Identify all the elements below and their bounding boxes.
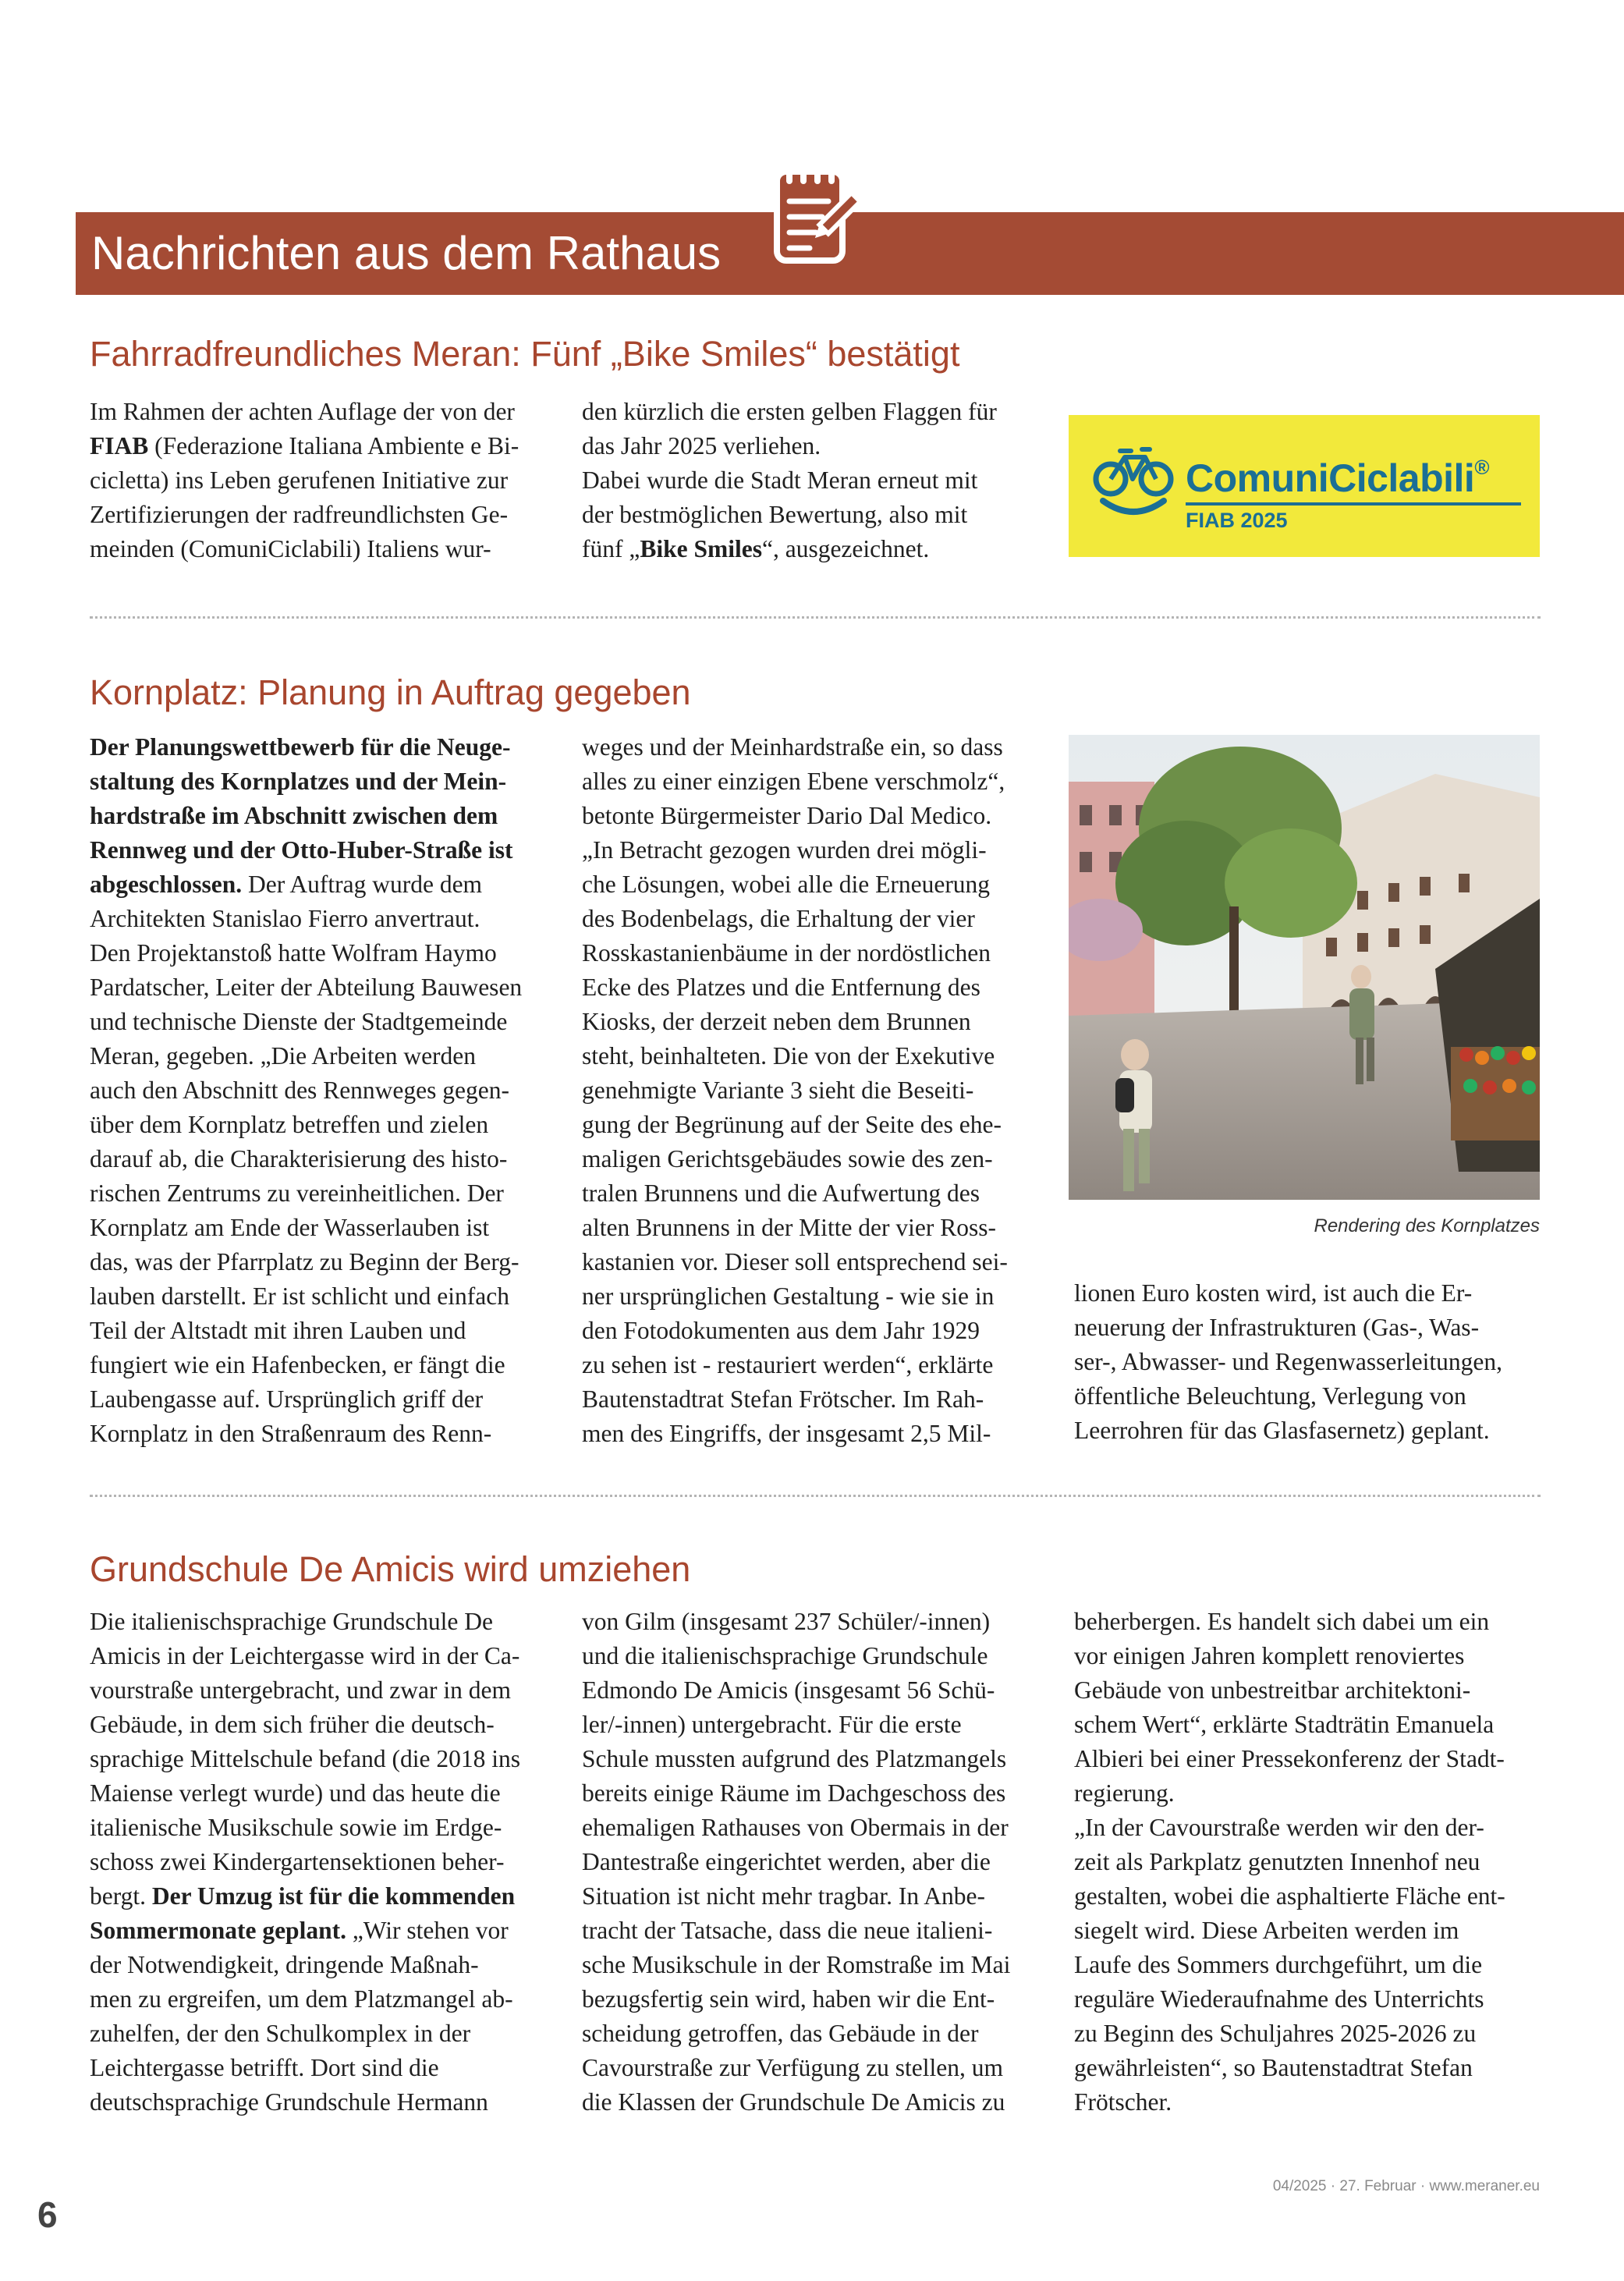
text-run: Cavourstraße zur Verfügung zu stellen, um	[582, 2054, 1004, 2081]
text-run: schem Wert“, erklärte Stadträtin Emanuela	[1074, 1711, 1495, 1738]
text-run: lauben darstellt. Er ist schlicht und einfach	[90, 1282, 509, 1310]
text-line	[1074, 1776, 1542, 1811]
text-line	[1074, 2051, 1542, 2085]
text-line	[582, 1142, 1050, 1176]
text-run: Schule mussten aufgrund des Platzmangels	[582, 1745, 1007, 1772]
text-line	[1074, 1311, 1542, 1345]
text-run: Laufe des Sommers durchgeführt, um die	[1074, 1951, 1483, 1978]
text-line	[582, 463, 1050, 498]
text-line	[90, 799, 558, 833]
bold-text: Bike Smiles	[640, 535, 762, 562]
text-line	[582, 1982, 1050, 2017]
text-line	[1074, 1914, 1542, 1948]
footer-meta: 04/2025 · 27. Februar · www.meraner.eu	[1272, 2178, 1540, 2194]
text-line	[582, 936, 1050, 970]
text-run: das, was der Pfarrplatz zu Beginn der Berg-	[90, 1248, 519, 1275]
text-run: maligen Gerichtsgebäudes sowie des zen-	[582, 1145, 993, 1172]
bold-text: FIAB	[90, 432, 149, 459]
text-run: men des Eingriffs, der insgesamt 2,5 Mil-	[582, 1420, 991, 1447]
text-run: beherbergen. Es handelt sich dabei um ein	[1074, 1608, 1490, 1635]
text-run: kastanien vor. Dieser soll entsprechend sei-	[582, 1248, 1008, 1275]
text-run: che Lösungen, wobei alle die Erneuerung	[582, 871, 991, 898]
bold-text: Der Planungswettbewerb für die Neuge-	[90, 733, 511, 761]
text-run: den Fotodokumenten aus dem Jahr 1929	[582, 1317, 980, 1344]
text-line	[582, 1948, 1050, 1982]
text-line	[90, 1211, 558, 1245]
text-run: Kiosks, der derzeit neben dem Brunnen	[582, 1008, 971, 1035]
text-run: darauf ab, die Charakterisierung des histo-	[90, 1145, 508, 1172]
text-line	[90, 1382, 558, 1417]
text-line	[582, 970, 1050, 1005]
text-run: von Gilm (insgesamt 237 Schüler/-innen)	[582, 1608, 991, 1635]
text-line	[582, 1314, 1050, 1348]
text-run: gung der Begrünung auf der Seite des ehe-	[582, 1111, 1002, 1138]
text-line	[582, 1879, 1050, 1914]
text-line	[1074, 1673, 1542, 1708]
text-line	[90, 1639, 558, 1673]
text-run: cicletta) ins Leben gerufenen Initiative zur	[90, 466, 509, 494]
text-line	[90, 764, 558, 799]
text-run: Rosskastanienbäume in der nordöstlichen	[582, 939, 991, 967]
text-run: gestalten, wobei die asphaltierte Fläche ent-	[1074, 1882, 1505, 1910]
text-run: Zertifizierungen der radfreundlichsten Ge-	[90, 501, 509, 528]
text-run: alles zu einer einzigen Ebene verschmolz“,	[582, 768, 1005, 795]
text-run: rischen Zentrums zu vereinheitlichen. Der	[90, 1180, 504, 1207]
text-run: die Klassen der Grundschule De Amicis zu	[582, 2088, 1005, 2116]
text-run: Meran, gegeben. „Die Arbeiten werden	[90, 1042, 477, 1070]
text-line	[90, 1314, 558, 1348]
section-divider	[90, 1495, 1541, 1497]
image-caption: Rendering des Kornplatzes	[1314, 1215, 1540, 1236]
text-run: Im Rahmen der achten Auflage der von der	[90, 398, 515, 425]
text-line	[582, 1417, 1050, 1451]
text-run: ner ursprünglichen Gestaltung - wie sie in	[582, 1282, 995, 1310]
text-run: ser-, Abwasser- und Regenwasserleitungen,	[1074, 1348, 1502, 1375]
text-line	[90, 1245, 558, 1279]
text-line	[90, 1073, 558, 1108]
text-line	[582, 1073, 1050, 1108]
text-run: weges und der Meinhardstraße ein, so dass	[582, 733, 1003, 761]
text-line	[90, 2017, 558, 2051]
text-line	[90, 498, 558, 532]
article2-col3	[1074, 1276, 1542, 1448]
text-run: zu Beginn des Schuljahres 2025-2026 zu	[1074, 2020, 1477, 2047]
text-line	[90, 867, 558, 902]
text-line	[582, 1639, 1050, 1673]
text-run: vourstraße untergebracht, und zwar in dem	[90, 1676, 511, 1704]
text-run: schoss zwei Kindergartensektionen beher-	[90, 1848, 505, 1875]
text-run: fünf „	[582, 535, 640, 562]
article2-headline: Kornplatz: Planung in Auftrag gegeben	[90, 672, 691, 712]
text-run: Gebäude von unbestreitbar architektoni-	[1074, 1676, 1471, 1704]
text-run: Den Projektanstoß hatte Wolfram Haymo	[90, 939, 497, 967]
text-run: Dantestraße eingerichtet werden, aber die	[582, 1848, 991, 1875]
text-line	[90, 1108, 558, 1142]
text-run: italienische Musikschule sowie im Erdge-	[90, 1814, 502, 1841]
text-line	[1074, 1414, 1542, 1448]
text-run: und die italienischsprachige Grundschule	[582, 1642, 988, 1669]
text-line	[582, 532, 1050, 566]
text-run: und technische Dienste der Stadtgemeinde	[90, 1008, 508, 1035]
text-line	[90, 936, 558, 970]
text-run: ehemaligen Rathauses von Obermais in der	[582, 1814, 1009, 1841]
text-run: sprachige Mittelschule befand (die 2018 ins	[90, 1745, 520, 1772]
text-line	[582, 2017, 1050, 2051]
article2-col1	[90, 730, 558, 1451]
text-run: öffentliche Beleuchtung, Verlegung von	[1074, 1382, 1466, 1410]
text-line	[582, 395, 1050, 429]
text-run: gewährleisten“, so Bautenstadtrat Stefan	[1074, 2054, 1473, 2081]
text-line	[1074, 1639, 1542, 1673]
text-run: Gebäude, in dem sich früher die deutsch-	[90, 1711, 495, 1738]
kornplatz-rendering-image	[1069, 735, 1540, 1200]
logo-name: ComuniCiclabili®	[1186, 456, 1489, 500]
text-line	[90, 1039, 558, 1073]
page-number: 6	[37, 2194, 58, 2235]
text-run: neuerung der Infrastrukturen (Gas-, Was-	[1074, 1314, 1480, 1341]
text-line	[1074, 1742, 1542, 1776]
text-run: Bautenstadtrat Stefan Frötscher. Im Rah-	[582, 1385, 984, 1413]
text-line	[1074, 2085, 1542, 2120]
text-run: Amicis in der Leichtergasse wird in der Ca-	[90, 1642, 520, 1669]
bold-text: hardstraße im Abschnitt zwischen dem	[90, 802, 498, 829]
text-line	[582, 833, 1050, 867]
text-run: vor einigen Jahren komplett renoviertes	[1074, 1642, 1465, 1669]
paragraph	[1074, 1605, 1542, 2120]
text-run: scheidung getroffen, das Gebäude in der	[582, 2020, 979, 2047]
text-run: ler/-innen) untergebracht. Für die erste	[582, 1711, 962, 1738]
text-run: tracht der Tatsache, dass die neue italieni-	[582, 1917, 993, 1944]
text-line	[582, 1039, 1050, 1073]
text-run: deutschsprachige Grundschule Hermann	[90, 2088, 488, 2116]
article3-headline: Grundschule De Amicis wird umziehen	[90, 1549, 691, 1589]
text-line	[90, 1673, 558, 1708]
text-line	[90, 1742, 558, 1776]
paragraph	[582, 395, 1050, 566]
text-run: zu sehen ist - restauriert werden“, erklärte	[582, 1351, 994, 1378]
text-line	[90, 1879, 558, 1914]
text-run: „In der Cavourstraße werden wir den der-	[1074, 1814, 1484, 1841]
text-run: tralen Brunnens und die Aufwertung des	[582, 1180, 980, 1207]
article3-col3	[1074, 1605, 1542, 2120]
text-line	[90, 429, 558, 463]
text-line	[582, 2051, 1050, 2085]
text-run: regierung.	[1074, 1779, 1175, 1807]
text-line	[90, 1348, 558, 1382]
text-line	[582, 1845, 1050, 1879]
text-line	[582, 498, 1050, 532]
text-line	[90, 1776, 558, 1811]
text-line	[90, 2051, 558, 2085]
paragraph	[90, 1605, 558, 2120]
text-line	[582, 1211, 1050, 1245]
text-line	[582, 1605, 1050, 1639]
text-line	[90, 1948, 558, 1982]
text-line	[582, 1914, 1050, 1948]
text-run: Die italienischsprachige Grundschule De	[90, 1608, 493, 1635]
text-line	[90, 1417, 558, 1451]
bold-text: abgeschlossen.	[90, 871, 243, 898]
text-run: Architekten Stanislao Fierro anvertraut.	[90, 905, 480, 932]
article1-headline: Fahrradfreundliches Meran: Fünf „Bike Smiles“ bestätigt	[90, 334, 960, 374]
text-line	[582, 1708, 1050, 1742]
paragraph	[582, 730, 1050, 1451]
text-line	[90, 1005, 558, 1039]
text-line	[582, 2085, 1050, 2120]
text-line	[1074, 1605, 1542, 1639]
text-line	[90, 395, 558, 429]
text-run: des Bodenbelags, die Erhaltung der vier	[582, 905, 975, 932]
paragraph	[1074, 1276, 1542, 1448]
text-run: Pardatscher, Leiter der Abteilung Bauwesen	[90, 974, 523, 1001]
text-line	[90, 1811, 558, 1845]
text-line	[90, 1176, 558, 1211]
text-line	[582, 1811, 1050, 1845]
text-line	[1074, 1379, 1542, 1414]
text-run: men zu ergreifen, um dem Platzmangel ab-	[90, 1985, 513, 2013]
text-run: (Federazione Italiana Ambiente e Bi-	[148, 432, 519, 459]
text-line	[1074, 1345, 1542, 1379]
text-run: Leerrohren für das Glasfasernetz) geplant.	[1074, 1417, 1490, 1444]
text-line	[1074, 1879, 1542, 1914]
article3-col1	[90, 1605, 558, 2120]
text-run: „In Betracht gezogen wurden drei mögli-	[582, 836, 987, 864]
text-run: Leichtergasse betrifft. Dort sind die	[90, 2054, 439, 2081]
text-run: bezugsfertig sein wird, haben wir die Ent-	[582, 1985, 995, 2013]
text-run: Frötscher.	[1074, 2088, 1172, 2116]
logo-underline	[1186, 502, 1521, 506]
text-line	[90, 1142, 558, 1176]
text-run: zuhelfen, der den Schulkomplex in der	[90, 2020, 471, 2047]
text-line	[1074, 1982, 1542, 2017]
notepad-pencil-icon	[766, 158, 867, 275]
logo-subtitle: FIAB 2025	[1186, 509, 1288, 532]
text-line	[90, 532, 558, 566]
section-title: Nachrichten aus dem Rathaus	[91, 227, 722, 279]
text-line	[1074, 1948, 1542, 1982]
text-line	[582, 1279, 1050, 1314]
text-run: zeit als Parkplatz genutzten Innenhof neu	[1074, 1848, 1480, 1875]
text-line	[90, 833, 558, 867]
text-run: siegelt wird. Diese Arbeiten werden im	[1074, 1917, 1459, 1944]
text-run: genehmigte Variante 3 sieht die Beseiti-	[582, 1077, 974, 1104]
text-run: Kornplatz am Ende der Wasserlauben ist	[90, 1214, 490, 1241]
text-run: fungiert wie ein Hafenbecken, er fängt die	[90, 1351, 505, 1378]
text-line	[582, 429, 1050, 463]
text-run: Situation ist nicht mehr tragbar. In Anbe-	[582, 1882, 986, 1910]
bold-text: staltung des Kornplatzes und der Mein-	[90, 768, 507, 795]
comuniciclabili-logo	[1069, 415, 1540, 557]
text-run: Edmondo De Amicis (insgesamt 56 Schü-	[582, 1676, 995, 1704]
text-line	[90, 2085, 558, 2120]
text-line	[90, 970, 558, 1005]
text-run: der bestmöglichen Bewertung, also mit	[582, 501, 968, 528]
text-line	[1074, 1276, 1542, 1311]
text-run: Maiense verlegt wurde) und das heute die	[90, 1779, 501, 1807]
text-line	[582, 867, 1050, 902]
text-run: Albieri bei einer Pressekonferenz der Stadt-	[1074, 1745, 1505, 1772]
text-line	[90, 730, 558, 764]
text-run: alten Brunnens in der Mitte der vier Ross-	[582, 1214, 997, 1241]
text-run: sche Musikschule in der Romstraße im Mai	[582, 1951, 1011, 1978]
text-line	[582, 1245, 1050, 1279]
text-run: reguläre Wiederaufnahme des Unterrichts	[1074, 1985, 1484, 2013]
text-run: bergt.	[90, 1882, 152, 1910]
bike-smile-icon	[1090, 438, 1176, 524]
text-run: lionen Euro kosten wird, ist auch die Er-	[1074, 1279, 1473, 1307]
text-line	[582, 1176, 1050, 1211]
article1-col2	[582, 395, 1050, 566]
text-line	[582, 799, 1050, 833]
text-line	[90, 1605, 558, 1639]
text-line	[90, 1845, 558, 1879]
article3-col2	[582, 1605, 1050, 2120]
section-divider	[90, 616, 1541, 619]
paragraph	[90, 395, 558, 566]
article1-col1	[90, 395, 558, 566]
text-run: Ecke des Platzes und die Entfernung des	[582, 974, 980, 1001]
text-line	[582, 1108, 1050, 1142]
text-line	[1074, 2017, 1542, 2051]
text-run: meinden (ComuniCiclabili) Italiens wur-	[90, 535, 491, 562]
bold-text: Der Umzug ist für die kommenden	[151, 1882, 516, 1910]
text-run: steht, beinhalteten. Die von der Exekutive	[582, 1042, 995, 1070]
text-line	[582, 730, 1050, 764]
text-run: Kornplatz in den Straßenraum des Renn-	[90, 1420, 492, 1447]
paragraph	[90, 730, 558, 1451]
text-line	[582, 1742, 1050, 1776]
text-run: “, ausgezeichnet.	[761, 535, 930, 562]
text-line	[90, 902, 558, 936]
text-run: Laubengasse auf. Ursprünglich griff der	[90, 1385, 484, 1413]
text-line	[582, 1673, 1050, 1708]
text-run: „Wir stehen vor	[346, 1917, 509, 1944]
text-line	[90, 463, 558, 498]
text-run: bereits einige Räume im Dachgeschoss des	[582, 1779, 1006, 1807]
text-run: den kürzlich die ersten gelben Flaggen für	[582, 398, 997, 425]
text-line	[1074, 1845, 1542, 1879]
text-line	[582, 902, 1050, 936]
bold-text: Sommermonate geplant.	[90, 1917, 346, 1944]
text-run: über dem Kornplatz betreffen und zielen	[90, 1111, 489, 1138]
text-line	[1074, 1811, 1542, 1845]
text-line	[582, 1348, 1050, 1382]
text-run: betonte Bürgermeister Dario Dal Medico.	[582, 802, 992, 829]
paragraph	[582, 1605, 1050, 2120]
text-line	[582, 1382, 1050, 1417]
text-run: der Notwendigkeit, dringende Maßnah-	[90, 1951, 479, 1978]
text-run: auch den Abschnitt des Rennweges gegen-	[90, 1077, 509, 1104]
text-line	[90, 1279, 558, 1314]
text-line	[582, 1776, 1050, 1811]
text-run: das Jahr 2025 verliehen.	[582, 432, 821, 459]
text-line	[90, 1708, 558, 1742]
text-line	[90, 1982, 558, 2017]
article2-col2	[582, 730, 1050, 1451]
text-run: Der Auftrag wurde dem	[242, 871, 483, 898]
text-line	[90, 1914, 558, 1948]
text-line	[1074, 1708, 1542, 1742]
text-line	[582, 1005, 1050, 1039]
text-run: Dabei wurde die Stadt Meran erneut mit	[582, 466, 978, 494]
bold-text: Rennweg und der Otto-Huber-Straße ist	[90, 836, 513, 864]
text-line	[582, 764, 1050, 799]
text-run: Teil der Altstadt mit ihren Lauben und	[90, 1317, 466, 1344]
